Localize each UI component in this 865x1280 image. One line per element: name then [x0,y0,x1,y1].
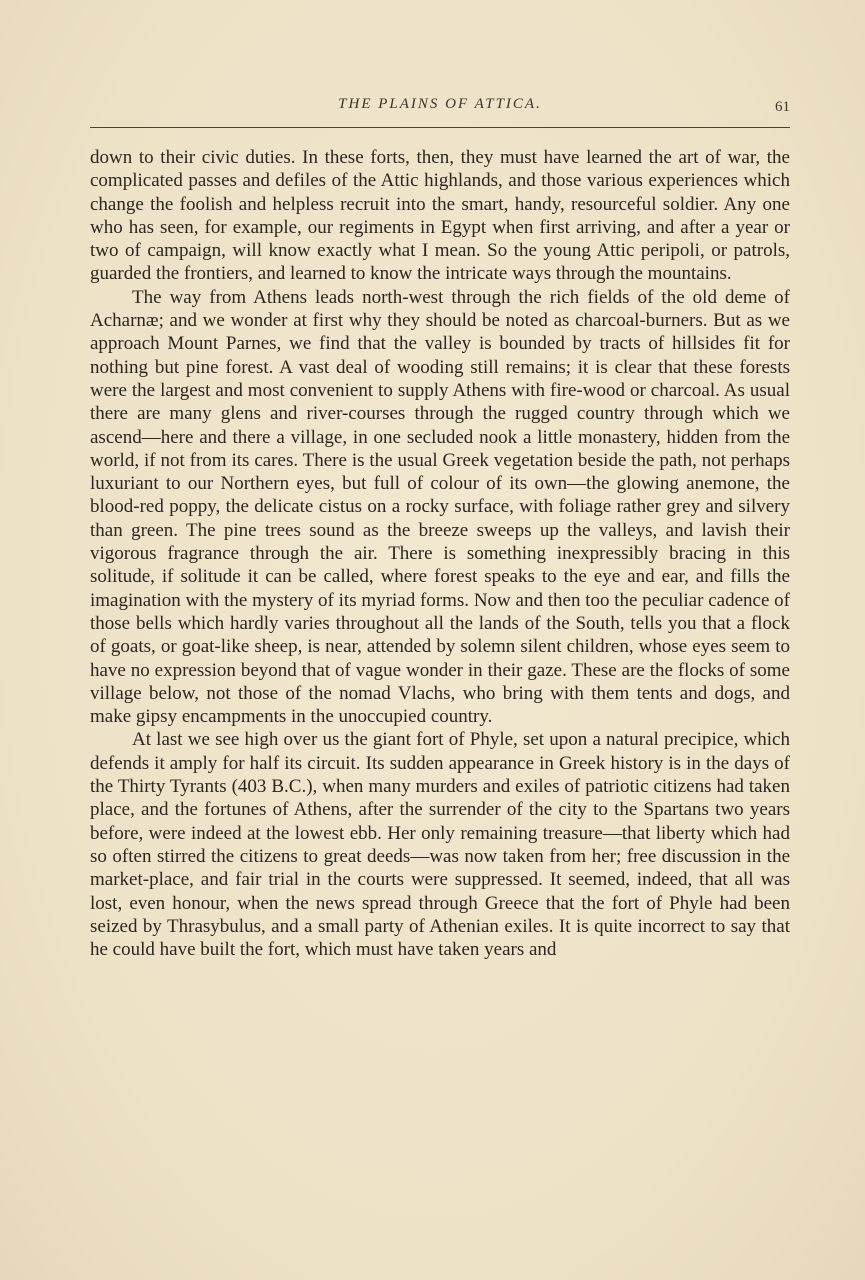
page-header [90,96,790,122]
header-rule [90,127,790,128]
body-text [90,146,790,961]
page-number: 61 [775,99,790,115]
paragraph-1: down to their civic duties. In these forts, then, they must have learned the art of war, the complicated passes and defiles of the Attic highlands, and those various experiences which change the foolish and helpless recruit into the smart, handy, resourceful soldier. Any one who has seen, for example, our regiments in Egypt when first arriving, and after a year or two of campaign, will know exactly what I mean. So the young Attic peripoli, or patrols, guarded the frontiers, and learned to know the intricate ways through the mountains. [90,147,790,285]
paragraph-3: At last we see high over us the giant fort of Phyle, set upon a natural precipice, which defends it amply for half its circuit. Its sudden appearance in Greek history is in the days of the Thirty Tyrants (403 B.C.), when many murders and exiles of patriotic citizens had taken place, and the fortunes of Athens, after the surrender of the city to the Spartans two years before, were indeed at the lowest ebb. Her only remaining treasure—that liberty which had so often stirred the citizens to great deeds—was now taken from her; free discussion in the market-place, and fair trial in the courts were suppressed. It seemed, indeed, that all was lost, even honour, when the news spread through Greece that the fort of Phyle had been seized by Thrasybulus, and a small party of Athenian exiles. It is quite incorrect to say that he could have built the fort, which must have taken years and [90,729,790,961]
paragraph-2: The way from Athens leads north-west through the rich fields of the old deme of Acharnæ; and we wonder at first why they should be noted as charcoal-burners. But as we approach Mount Parnes, we find that the valley is bounded by tracts of hillsides fit for nothing but pine forest. A vast deal of wooding still remains; it is clear that these forests were the largest and most convenient to supply Athens with fire-wood or charcoal. As usual there are many glens and river-courses through the rugged country through which we ascend—here and there a village, in one secluded nook a little monastery, hidden from the world, if not from its cares. There is the usual Greek vegetation beside the path, not perhaps luxuriant to our Northern eyes, but full of colour of its own—the glowing anemone, the blood-red poppy, the delicate cistus on a rocky surface, with foliage rather grey and silvery than green. The pine trees sound as the breeze sweeps up the valleys, and lavish their vigorous fragrance through the air. There is something inexpressibly bracing in this solitude, if solitude it can be called, where forest speaks to the eye and ear, and fills the imagination with the mystery of its myriad forms. Now and then too the peculiar cadence of those bells which hardly varies throughout all the lands of the South, tells you that a flock of goats, or goat-like sheep, is near, attended by solemn silent children, whose eyes seem to have no expression beyond that of vague wonder in their gaze. These are the flocks of some village below, not those of the nomad Vlachs, who bring with them tents and dogs, and make gipsy encampments in the unoccupied country. [90,286,790,728]
running-head: THE PLAINS OF ATTICA. [338,96,542,112]
